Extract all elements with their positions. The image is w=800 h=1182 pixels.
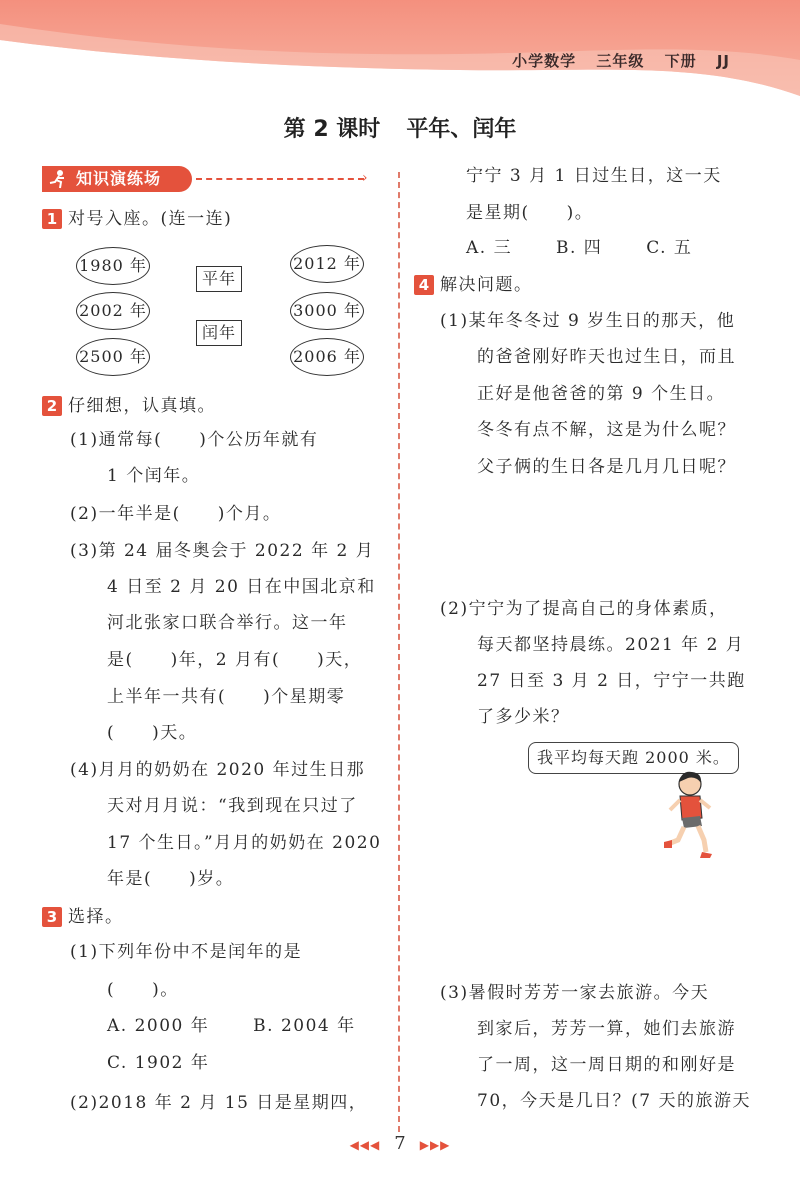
text-line: 正好是他爸爸的第 9 个生日。 bbox=[440, 384, 726, 404]
text-line: 4 日至 2 月 20 日在中国北京和 bbox=[70, 577, 376, 597]
text-line: 了多少米？ bbox=[440, 707, 570, 727]
header-volume: 下册 bbox=[664, 52, 697, 70]
question-2-heading bbox=[42, 395, 216, 417]
text-line: 父子俩的生日各是几月几日呢？ bbox=[440, 457, 736, 477]
header-info bbox=[498, 50, 730, 71]
question-number: 3 bbox=[42, 907, 62, 927]
text-line: ( )天。 bbox=[70, 723, 198, 743]
running-boy-illustration bbox=[660, 770, 720, 860]
text-line: (2)2018 年 2 月 15 日是星期四， bbox=[70, 1093, 368, 1113]
choice-line: A. 三 B. 四 C. 五 bbox=[466, 238, 693, 258]
year-oval[interactable]: 2500 年 bbox=[76, 338, 150, 376]
text-line: (1)通常每( )个公历年就有 bbox=[70, 430, 319, 450]
text-line: 是( )年，2 月有( )天， bbox=[70, 650, 363, 670]
text-line: (2)一年半是( )个月。 bbox=[70, 504, 282, 524]
text-line: 年是( )岁。 bbox=[70, 869, 235, 889]
text-line: (3)第 24 届冬奥会于 2022 年 2 月 bbox=[70, 541, 375, 561]
page-title bbox=[0, 112, 800, 143]
question-prompt: 仔细想，认真填。 bbox=[68, 396, 216, 416]
running-figure-icon bbox=[46, 169, 68, 189]
category-box-leap-year[interactable]: 闰年 bbox=[196, 320, 242, 346]
left-arrows-icon: ◀◀◀ bbox=[349, 1138, 381, 1152]
header-grade: 三年级 bbox=[596, 52, 645, 70]
banner-dashed-line bbox=[196, 178, 364, 180]
text-line: (2)宁宁为了提高自己的身体素质， bbox=[440, 599, 728, 619]
text-line: ( )。 bbox=[70, 980, 179, 1000]
text-line: (3)暑假时芳芳一家去旅游。今天 bbox=[440, 983, 710, 1003]
header-edition: JJ bbox=[716, 52, 730, 70]
question-prompt: 解决问题。 bbox=[440, 275, 533, 295]
page-footer bbox=[0, 1133, 800, 1154]
lesson-number: 第 2 课时 bbox=[283, 117, 381, 142]
banner-arrow-icon: › bbox=[362, 170, 368, 186]
text-line: (4)月月的奶奶在 2020 年过生日那 bbox=[70, 760, 366, 780]
question-prompt: 选择。 bbox=[68, 907, 124, 927]
question-4-heading bbox=[414, 274, 533, 296]
year-oval[interactable]: 1980 年 bbox=[76, 247, 150, 285]
text-line: 每天都坚持晨练。2021 年 2 月 bbox=[440, 635, 745, 655]
choice-line: A. 2000 年 B. 2004 年 bbox=[70, 1016, 356, 1036]
text-line: 1 个闰年。 bbox=[70, 466, 201, 486]
choice-line: C. 1902 年 bbox=[70, 1053, 210, 1073]
column-divider bbox=[398, 172, 400, 1132]
text-line: 的爸爸刚好昨天也过生日，而且 bbox=[440, 347, 736, 367]
right-arrows-icon: ▶▶▶ bbox=[419, 1138, 451, 1152]
question-prompt: 对号入座。(连一连) bbox=[68, 209, 233, 229]
text-line: 河北张家口联合举行。这一年 bbox=[70, 613, 348, 633]
year-oval[interactable]: 2006 年 bbox=[290, 338, 364, 376]
question-3-heading bbox=[42, 906, 124, 928]
year-oval[interactable]: 2012 年 bbox=[290, 245, 364, 283]
text-line: (1)下列年份中不是闰年的是 bbox=[70, 942, 303, 962]
year-oval[interactable]: 3000 年 bbox=[290, 292, 364, 330]
question-number: 4 bbox=[414, 275, 434, 295]
category-box-common-year[interactable]: 平年 bbox=[196, 266, 242, 292]
speech-bubble: 我平均每天跑 2000 米。 bbox=[528, 742, 739, 774]
question-number: 1 bbox=[42, 209, 62, 229]
year-oval[interactable]: 2002 年 bbox=[76, 292, 150, 330]
text-line: 27 日至 3 月 2 日，宁宁一共跑 bbox=[440, 671, 746, 691]
header-subject: 小学数学 bbox=[512, 52, 577, 70]
text-line: 了一周，这一周日期的和刚好是 bbox=[440, 1055, 736, 1075]
header-band bbox=[0, 0, 800, 96]
text-line: 宁宁 3 月 1 日过生日，这一天 bbox=[466, 166, 722, 186]
banner-label: 知识演练场 bbox=[42, 166, 192, 192]
text-line: (1)某年冬冬过 9 岁生日的那天，他 bbox=[440, 311, 736, 331]
text-line: 到家后，芳芳一算，她们去旅游 bbox=[440, 1019, 736, 1039]
question-1-heading bbox=[42, 208, 232, 230]
text-line: 天对月月说：“我到现在只过了 bbox=[70, 796, 358, 816]
text-line: 冬冬有点不解，这是为什么呢？ bbox=[440, 420, 736, 440]
lesson-title: 平年、闰年 bbox=[406, 117, 517, 142]
page-number: 7 bbox=[394, 1133, 406, 1154]
text-line: 17 个生日。”月月的奶奶在 2020 bbox=[70, 833, 382, 853]
question-number: 2 bbox=[42, 396, 62, 416]
text-line: 上半年一共有( )个星期零 bbox=[70, 687, 346, 707]
text-line: 是星期( )。 bbox=[466, 203, 594, 223]
text-line: 70，今天是几日？(7 天的旅游天 bbox=[440, 1091, 751, 1111]
